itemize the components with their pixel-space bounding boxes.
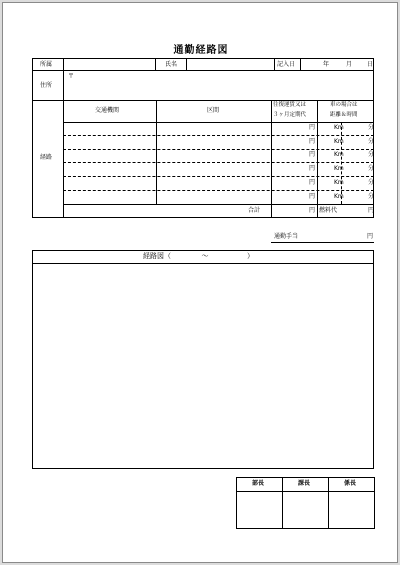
row6-fare-unit: 円 — [309, 193, 316, 200]
row5-fare-unit: 円 — [309, 179, 316, 186]
address-field[interactable] — [64, 71, 373, 99]
route-map-title-prefix: 経路図（ — [143, 252, 171, 260]
dept-field[interactable] — [64, 59, 155, 70]
month-label: 月 — [346, 61, 353, 68]
col-car-line1: 車の場合は — [330, 102, 358, 108]
allowance-unit: 円 — [367, 233, 374, 240]
unit-head-label: 係長 — [344, 480, 357, 487]
route-map-title — [143, 253, 254, 260]
row3-fare-unit: 円 — [309, 151, 316, 158]
address-label: 住所 — [40, 82, 53, 89]
route-map-drawing-area[interactable] — [34, 265, 372, 467]
row1-min-unit: 分 — [368, 124, 375, 131]
row6-km-unit: Km — [334, 193, 344, 200]
dept-head-label: 部長 — [252, 480, 265, 487]
dept-label: 所属 — [40, 61, 53, 68]
route-label: 経路 — [40, 154, 53, 161]
entry-date-label: 記入日 — [277, 61, 296, 68]
fuel-unit: 円 — [368, 207, 375, 214]
fuel-label: 燃料代 — [319, 207, 338, 214]
col-car-line2: 距離＆時間 — [330, 112, 358, 118]
dept-head-stamp[interactable] — [237, 492, 281, 528]
row2-km-unit: Km — [334, 138, 344, 145]
total-fare-unit: 円 — [309, 207, 316, 214]
row5-min-unit: 分 — [368, 179, 375, 186]
row6-min-unit: 分 — [368, 193, 375, 200]
postal-mark: 〒 — [68, 73, 75, 80]
total-label: 合計 — [248, 207, 261, 214]
col-fare-line2: ３ヶ月定期代 — [273, 112, 307, 118]
col-section: 区間 — [207, 107, 220, 114]
row1-km-unit: Km — [334, 124, 344, 131]
form-title: 通勤経路図 — [173, 45, 229, 56]
commute-route-form — [2, 2, 398, 563]
unit-head-stamp[interactable] — [329, 492, 374, 528]
row4-km-unit: Km — [334, 165, 344, 172]
row5-km-unit: Km — [334, 179, 344, 186]
section-head-stamp[interactable] — [283, 492, 327, 528]
day-label: 日 — [367, 61, 374, 68]
row2-fare-unit: 円 — [309, 138, 316, 145]
route-map-tilde: ～ — [201, 252, 209, 260]
name-field[interactable] — [187, 59, 273, 70]
allowance-label: 通勤手当 — [274, 233, 299, 240]
row3-km-unit: Km — [334, 151, 344, 158]
row3-min-unit: 分 — [368, 151, 375, 158]
name-label: 氏名 — [165, 61, 178, 68]
year-label: 年 — [323, 61, 330, 68]
row1-fare-unit: 円 — [309, 124, 316, 131]
row4-min-unit: 分 — [368, 165, 375, 172]
allowance-underline — [271, 242, 374, 243]
route-map-title-suffix: ） — [246, 252, 254, 260]
row2-min-unit: 分 — [368, 138, 375, 145]
section-head-label: 課長 — [298, 480, 311, 487]
col-fare-line1: 往復運賃又は — [273, 102, 307, 108]
row4-fare-unit: 円 — [309, 165, 316, 172]
col-transport: 交通機関 — [95, 107, 120, 114]
